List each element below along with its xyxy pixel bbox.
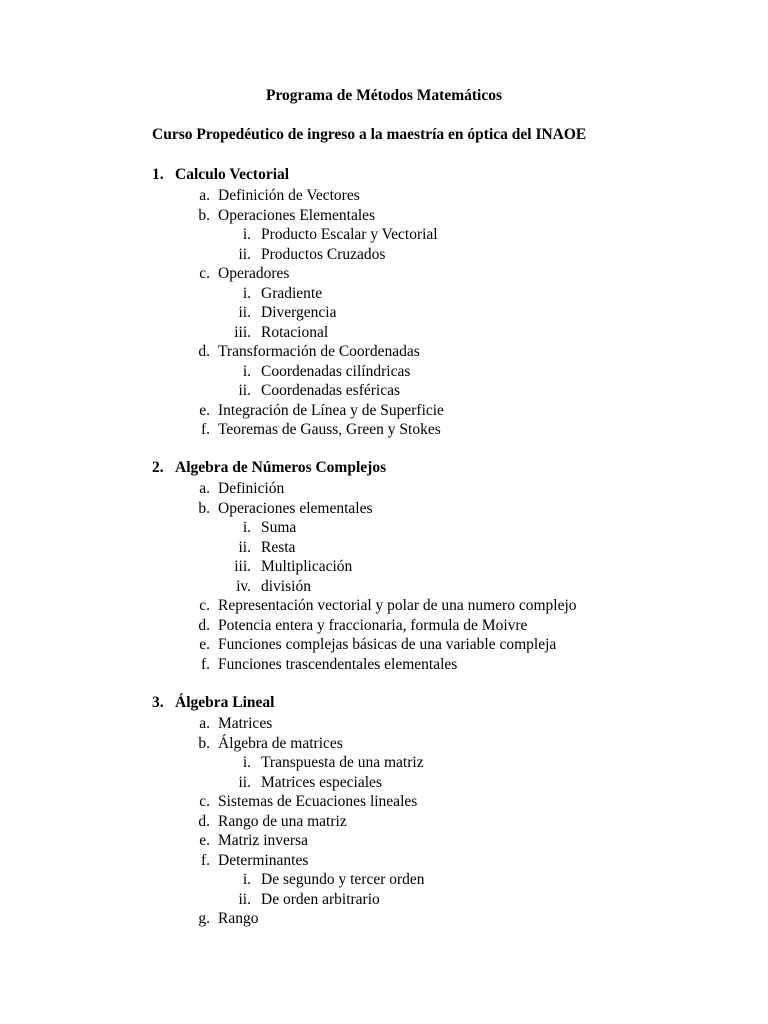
list-text: Matrices especiales bbox=[261, 773, 382, 791]
list-text: Divergencia bbox=[261, 304, 337, 321]
list-marker: i. bbox=[242, 519, 251, 536]
list-item bbox=[0, 479, 768, 499]
list-text: Producto Escalar y Vectorial bbox=[261, 226, 438, 243]
list-item bbox=[0, 342, 768, 362]
list-item bbox=[0, 792, 768, 812]
sub-list-item bbox=[0, 870, 768, 890]
list-text: Potencia entera y fraccionaria, formula de Moivre bbox=[218, 616, 528, 634]
list-marker: f. bbox=[200, 655, 210, 673]
section-heading bbox=[0, 692, 768, 714]
list-marker: ii. bbox=[238, 890, 251, 908]
list-marker: iv. bbox=[236, 577, 251, 595]
list-item bbox=[0, 909, 768, 929]
sub-list-item bbox=[0, 890, 768, 910]
sub-list-item bbox=[0, 753, 768, 773]
sub-list-item bbox=[0, 557, 768, 577]
list-marker: d. bbox=[198, 343, 210, 360]
list-text: Definición bbox=[218, 480, 285, 497]
list-marker: a. bbox=[199, 480, 210, 497]
list-marker: b. bbox=[198, 206, 210, 224]
list-text: Determinantes bbox=[218, 851, 309, 869]
list-text: Multiplicación bbox=[261, 558, 353, 575]
list-item bbox=[0, 831, 768, 851]
list-marker: iii. bbox=[234, 323, 251, 341]
list-text: Teoremas de Gauss, Green y Stokes bbox=[218, 421, 441, 438]
list-marker: ii. bbox=[238, 773, 251, 791]
list-item bbox=[0, 812, 768, 832]
list-marker: g. bbox=[198, 910, 210, 927]
section-algebra-numeros-complejos bbox=[0, 457, 768, 674]
section-number: 3. bbox=[152, 694, 164, 711]
list-text: Matriz inversa bbox=[218, 832, 308, 849]
list-text: Operadores bbox=[218, 265, 290, 282]
list-item bbox=[0, 264, 768, 284]
list-text: De segundo y tercer orden bbox=[261, 871, 425, 888]
list-marker: i. bbox=[242, 226, 251, 243]
list-marker: e. bbox=[199, 832, 210, 849]
list-marker: e. bbox=[199, 636, 210, 653]
list-item bbox=[0, 616, 768, 636]
list-marker: ii. bbox=[238, 245, 251, 263]
list-text: Funciones trascendentales elementales bbox=[218, 655, 458, 673]
list-marker: i. bbox=[242, 871, 251, 888]
list-marker: b. bbox=[198, 499, 210, 517]
list-text: Operaciones Elementales bbox=[218, 206, 376, 224]
list-item bbox=[0, 714, 768, 734]
list-marker: i. bbox=[242, 362, 251, 380]
list-item bbox=[0, 734, 768, 754]
list-text: Rango bbox=[218, 910, 259, 927]
section-title: Algebra de Números Complejos bbox=[175, 459, 387, 476]
list-text: Matrices bbox=[218, 715, 273, 732]
list-text: Sistemas de Ecuaciones lineales bbox=[218, 793, 418, 810]
list-item bbox=[0, 401, 768, 421]
list-marker: f. bbox=[200, 421, 210, 438]
list-text: Rango de una matriz bbox=[218, 812, 347, 830]
list-text: Resta bbox=[261, 538, 296, 556]
list-marker: d. bbox=[198, 616, 210, 634]
list-text: Coordenadas esféricas bbox=[261, 382, 401, 399]
section-algebra-lineal bbox=[0, 692, 768, 929]
sub-list-item bbox=[0, 773, 768, 793]
list-text: Rotacional bbox=[261, 323, 329, 341]
list-item bbox=[0, 420, 768, 440]
list-marker: c. bbox=[199, 265, 210, 282]
sub-list-item bbox=[0, 362, 768, 382]
list-marker: c. bbox=[199, 793, 210, 810]
section-number: 1. bbox=[152, 166, 164, 183]
sub-list-item bbox=[0, 518, 768, 538]
list-marker: f. bbox=[200, 851, 210, 869]
list-marker: ii. bbox=[238, 304, 251, 321]
list-item bbox=[0, 596, 768, 616]
sub-list-item bbox=[0, 577, 768, 597]
list-item bbox=[0, 851, 768, 871]
document-title: Programa de Métodos Matemáticos bbox=[265, 87, 503, 104]
list-text: Integración de Línea y de Superficie bbox=[218, 401, 444, 419]
list-marker: ii. bbox=[238, 382, 251, 399]
list-text: De orden arbitrario bbox=[261, 890, 380, 908]
list-item bbox=[0, 635, 768, 655]
list-text: Coordenadas cilíndricas bbox=[261, 362, 411, 380]
list-marker: a. bbox=[199, 187, 210, 204]
list-text: Productos Cruzados bbox=[261, 245, 386, 263]
section-title: Calculo Vectorial bbox=[175, 166, 290, 183]
list-marker: i. bbox=[242, 284, 251, 302]
list-text: Transformación de Coordenadas bbox=[218, 343, 420, 360]
list-item bbox=[0, 186, 768, 206]
list-text: Definición de Vectores bbox=[218, 187, 360, 204]
list-marker: b. bbox=[198, 734, 210, 752]
sub-list-item bbox=[0, 381, 768, 401]
section-calculo-vectorial bbox=[0, 164, 768, 440]
list-item bbox=[0, 206, 768, 226]
list-text: Representación vectorial y polar de una numero complejo bbox=[218, 597, 577, 614]
list-marker: c. bbox=[199, 597, 210, 614]
section-number: 2. bbox=[152, 459, 164, 476]
sub-list-item bbox=[0, 323, 768, 343]
list-marker: ii. bbox=[238, 538, 251, 556]
list-marker: d. bbox=[198, 812, 210, 830]
sub-list-item bbox=[0, 225, 768, 245]
list-text: Suma bbox=[261, 519, 297, 536]
list-marker: iii. bbox=[234, 558, 251, 575]
section-heading bbox=[0, 164, 768, 186]
list-marker: e. bbox=[199, 401, 210, 419]
sub-list-item bbox=[0, 538, 768, 558]
list-text: Funciones complejas básicas de una variable compleja bbox=[218, 636, 557, 653]
list-text: Álgebra de matrices bbox=[218, 734, 343, 752]
section-heading bbox=[0, 457, 768, 479]
list-marker: i. bbox=[242, 754, 251, 771]
list-text: Transpuesta de una matriz bbox=[261, 754, 424, 771]
list-text: Operaciones elementales bbox=[218, 499, 373, 517]
list-text: división bbox=[261, 577, 311, 595]
list-text: Gradiente bbox=[261, 284, 323, 302]
list-item bbox=[0, 655, 768, 675]
sub-list-item bbox=[0, 284, 768, 304]
list-marker: a. bbox=[199, 715, 210, 732]
section-title: Álgebra Lineal bbox=[175, 694, 275, 711]
sub-list-item bbox=[0, 303, 768, 323]
sub-list-item bbox=[0, 245, 768, 265]
document-subtitle: Curso Propedéutico de ingreso a la maestría en óptica del INAOE bbox=[152, 126, 587, 143]
list-item bbox=[0, 499, 768, 519]
